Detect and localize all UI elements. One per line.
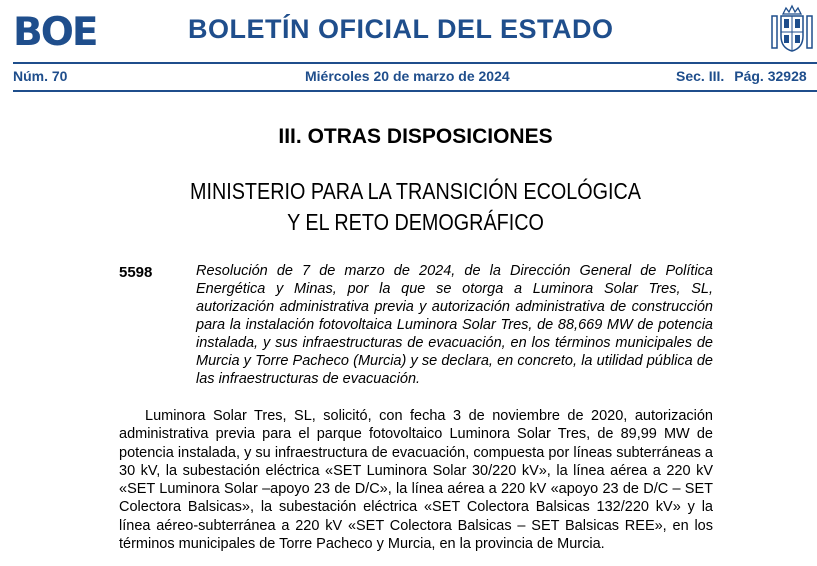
header-rule-top	[13, 62, 817, 64]
ministry-line-2: Y EL RETO DEMOGRÁFICO	[287, 209, 544, 235]
page-label: Pág. 32928	[734, 68, 807, 84]
section-title: III. OTRAS DISPOSICIONES	[278, 125, 553, 148]
ministry-line-1: MINISTERIO PARA LA TRANSICIÓN ECOLÓGICA	[189, 178, 642, 204]
header-rule-bottom	[13, 90, 817, 92]
reference-number: 5598	[119, 264, 153, 281]
coat-of-arms-icon	[770, 4, 814, 54]
site-title: BOLETÍN OFICIAL DEL ESTADO	[188, 14, 614, 44]
section-label: Sec. III.	[676, 68, 725, 84]
ministry-title	[58, 176, 773, 238]
issue-number: Núm. 70	[13, 68, 68, 84]
issue-date: Miércoles 20 de marzo de 2024	[305, 68, 510, 84]
body-paragraph: Luminora Solar Tres, SL, solicitó, con fecha 3 de noviembre de 2020, autorización administrativa previa para el parque fotovoltaico Luminora Solar Tres, de 89,99 MW de potencia instalada, y su infraestructura de evacuación, compuesta por líneas subterráneas a 30 kV, la subestación eléctrica «SET Luminora Solar 30/220 kV», la línea aérea a 220 kV «SET Luminora Solar –apoyo 23 de D/C», la línea aérea a 220 kV «apoyo 23 de D/C – SET Colectora Balsicas», la subestación eléctrica «SET Colectora Balsicas 132/220 kV» y la línea aéreo-subterránea a 220 kV «SET Colectora Balsicas – SET Balsicas REE», en los términos municipales de Torre Pacheco y Murcia, en la provincia de Murcia.	[119, 408, 713, 553]
resolution-summary: Resolución de 7 de marzo de 2024, de la Dirección General de Política Energética y Minas, por la que se otorga a Luminora Solar Tres, SL, autorización administrativa previa y autorización administrativa de construcción para la instalación fotovoltaica Luminora Solar Tres, de 88,669 MW de potencia instalada, y sus infraestructuras de evacuación, en los términos municipales de Murcia y Torre Pacheco (Murcia) y se declara, en concreto, la utilidad pública de las infraestructuras de evacuación.	[196, 263, 713, 387]
boe-logo-text: BOE	[13, 11, 97, 49]
boe-logo	[13, 11, 105, 49]
section-page	[676, 68, 807, 84]
